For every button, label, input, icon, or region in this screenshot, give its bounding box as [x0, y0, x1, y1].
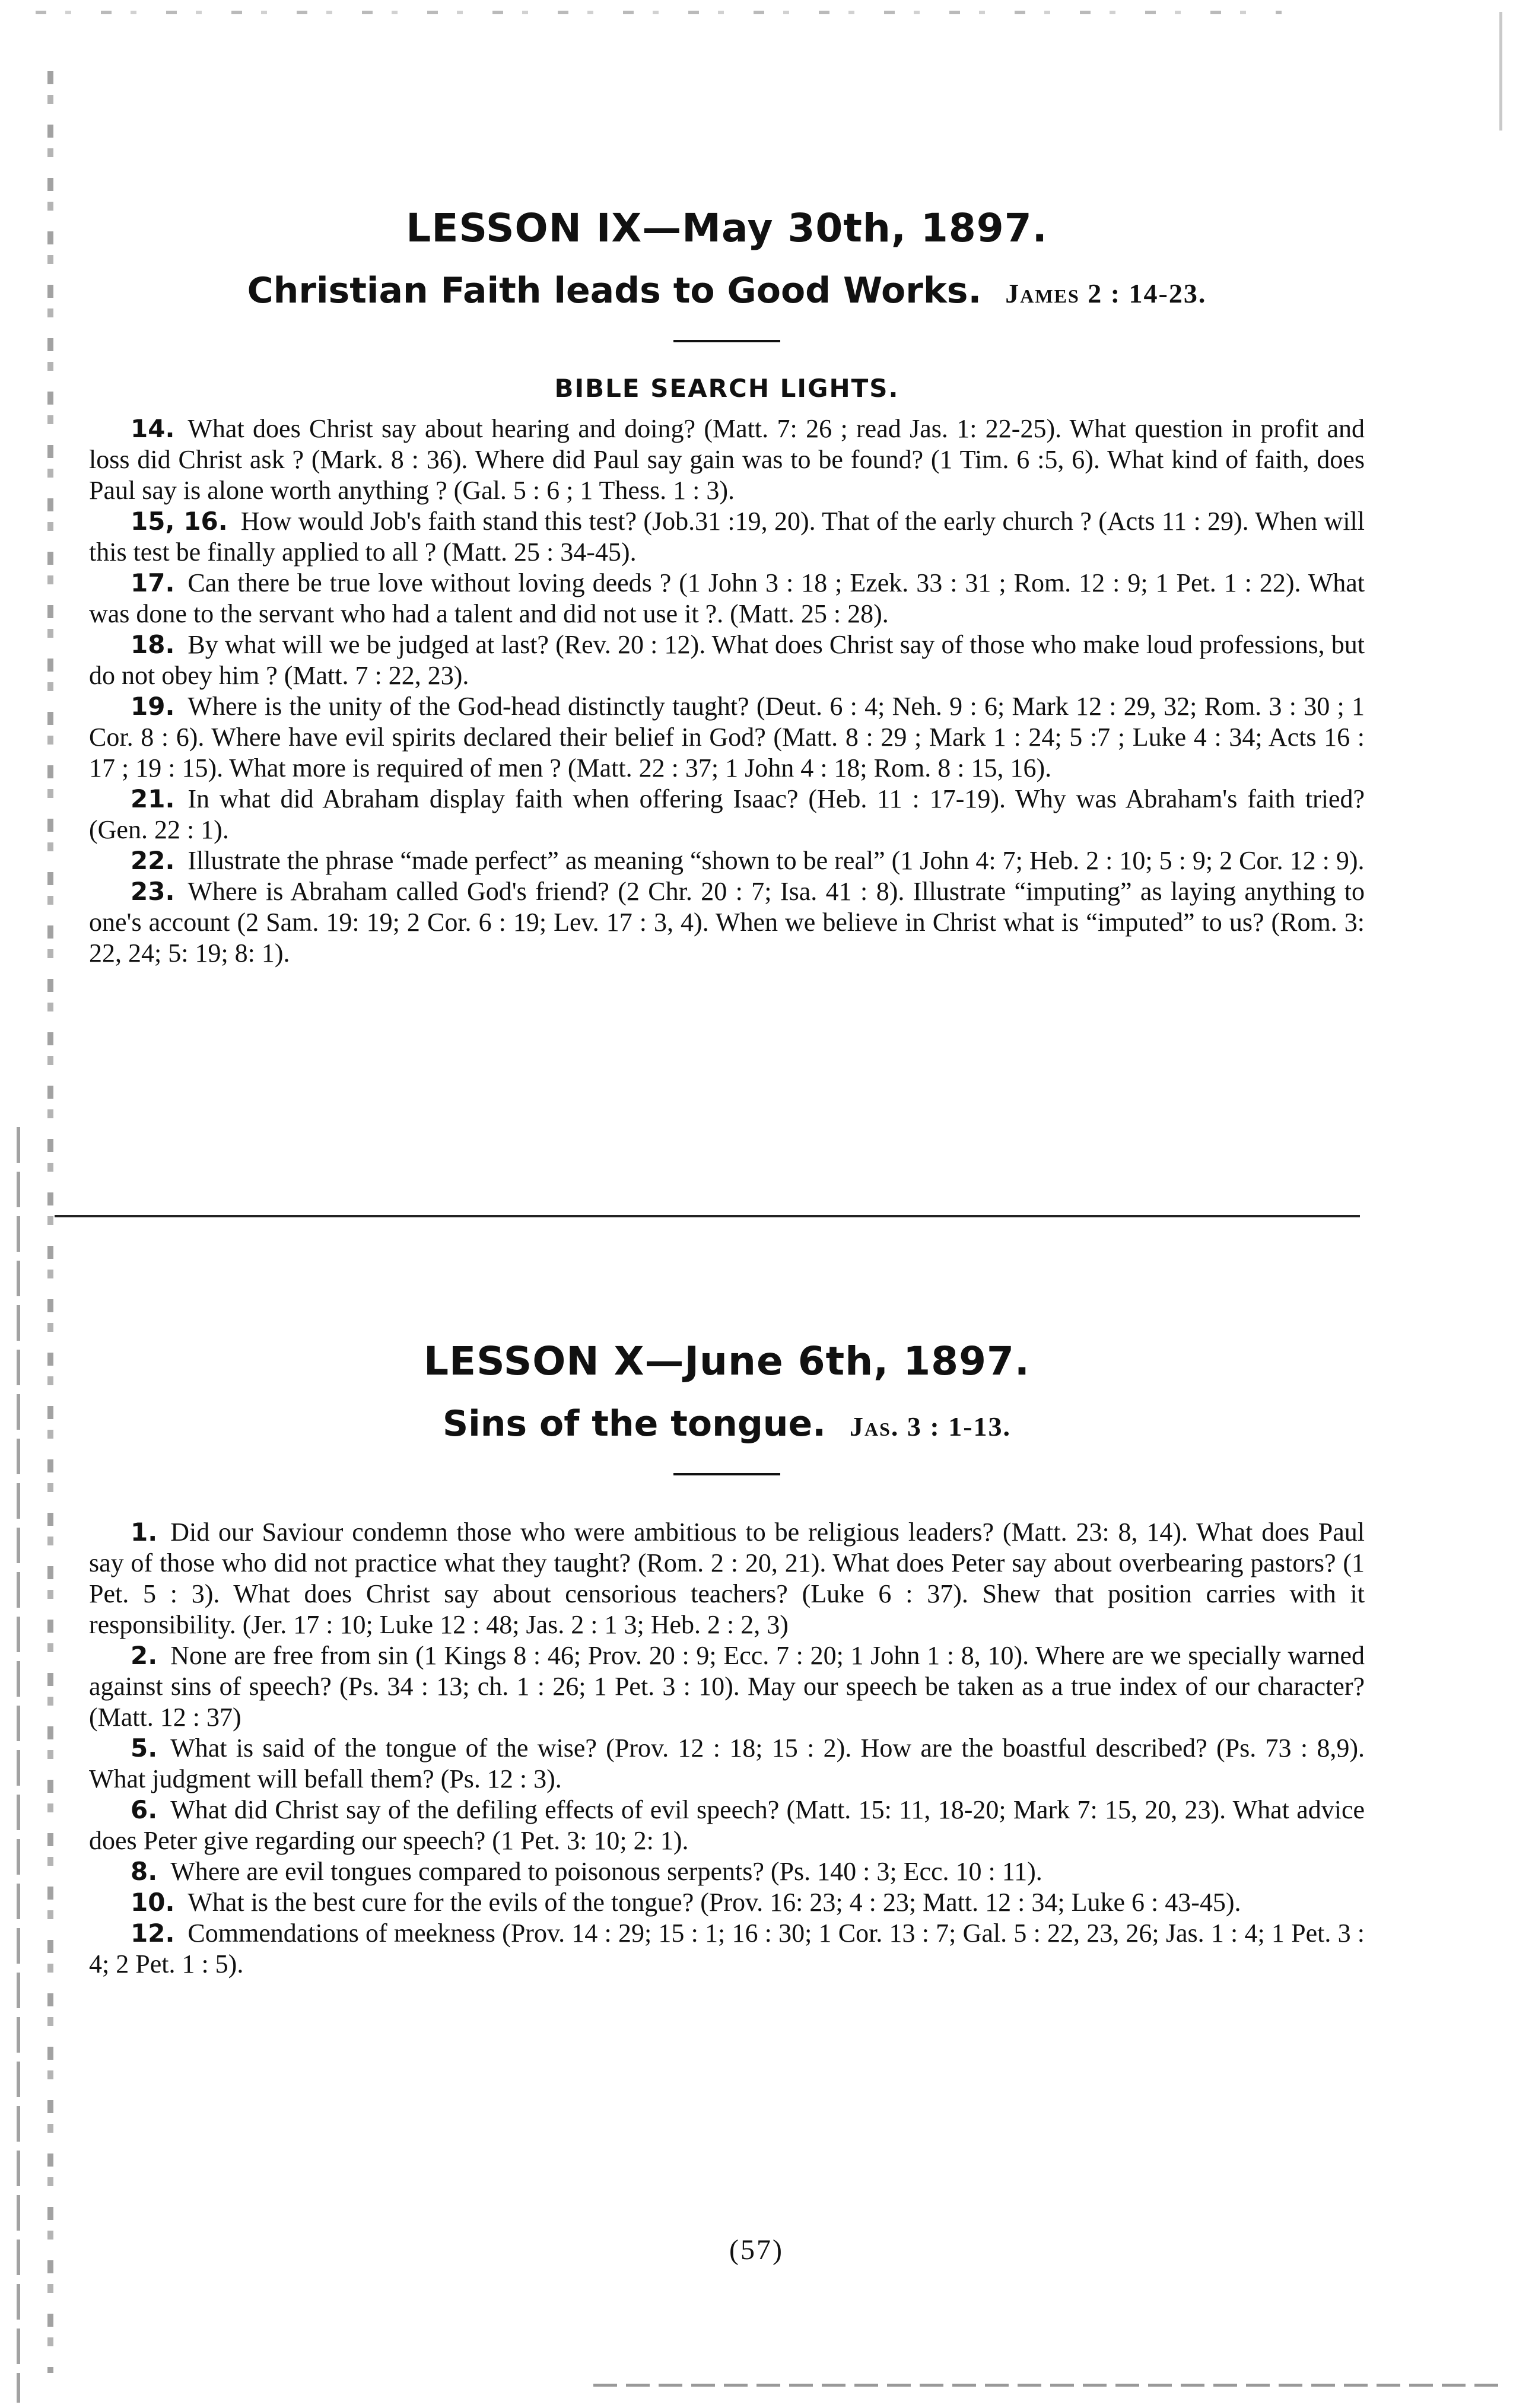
verse-number: 18. — [131, 630, 175, 659]
scan-edge-top — [36, 11, 1282, 14]
verse-number: 8. — [131, 1857, 158, 1886]
question-paragraph — [89, 568, 1365, 629]
lesson-topic: Sins of the tongue. — [442, 1403, 826, 1445]
page-number: (57) — [729, 2234, 784, 2266]
divider — [673, 340, 780, 342]
scan-edge-bottom — [593, 2384, 1501, 2387]
paragraph-text: What is said of the tongue of the wise? (Prov. 12 : 18; 15 : 2). How are the boastful described? (Ps. 73 : 8,9). What judgment will befall them? (Ps. 12 : 3). — [89, 1733, 1365, 1793]
paragraph-text: None are free from sin (1 Kings 8 : 46; Prov. 20 : 9; Ecc. 7 : 20; 1 John 1 : 8, 10). Where are we specially warned against sins of speech? (Ps. 34 : 13; ch. 1 : 26; 1 Pet. 3 : 10). May our speech be taken as a true index of our character? (Matt. 12 : 37) — [89, 1641, 1365, 1732]
paragraph-list — [89, 1517, 1365, 1980]
verse-number: 17. — [131, 568, 175, 597]
question-paragraph — [89, 691, 1365, 784]
lesson-x — [89, 1335, 1365, 1980]
lesson-subtitle — [89, 266, 1365, 319]
question-paragraph — [89, 1640, 1365, 1733]
scan-edge-right — [1499, 12, 1502, 131]
verse-number: 2. — [131, 1641, 158, 1670]
paragraph-text: Where are evil tongues compared to poisonous serpents? (Ps. 140 : 3; Ecc. 10 : 11). — [170, 1857, 1042, 1886]
scan-edge-left — [47, 71, 53, 2373]
lesson-ix — [89, 202, 1365, 969]
paragraph-text: What did Christ say of the defiling effects of evil speech? (Matt. 15: 11, 18-20; Mark 7: 15, 20, 23). What advice does Peter give regarding our speech? (1 Pet. 3: 10; 2: 1). — [89, 1795, 1365, 1855]
paragraph-text: Illustrate the phrase “made perfect” as meaning “shown to be real” (1 John 4: 7; Heb. 2 : 10; 5 : 9; 2 Cor. 12 : 9). — [187, 846, 1365, 875]
question-paragraph — [89, 1733, 1365, 1795]
paragraph-text: Commendations of meekness (Prov. 14 : 29; 15 : 1; 16 : 30; 1 Cor. 13 : 7; Gal. 5 : 22, 23, 26; Jas. 1 : 4; 1 Pet. 3 : 4; 2 Pet. 1 : 5). — [89, 1919, 1365, 1978]
paragraph-text: Can there be true love without loving deeds ? (1 John 3 : 18 ; Ezek. 33 : 31 ; Rom. 12 : 9; 1 Pet. 1 : 22). What was done to the servant who had a talent and did not use it ?. (Matt. 25 : 28). — [89, 568, 1365, 628]
lesson-topic: Christian Faith leads to Good Works. — [247, 270, 982, 311]
question-paragraph — [89, 1887, 1365, 1918]
paragraph-text: What does Christ say about hearing and doing? (Matt. 7: 26 ; read Jas. 1: 22-25). What question in profit and loss did Christ ask ? (Mark. 8 : 36). Where did Paul say gain was to be found? (1 Tim. 6 :5, 6). What kind of faith, does Paul say is alone worth anything ? (Gal. 5 : 6 ; 1 Thess. 1 : 3). — [89, 414, 1365, 505]
verse-number: 15, 16. — [131, 507, 228, 536]
verse-number: 5. — [131, 1733, 158, 1763]
verse-number: 21. — [131, 784, 175, 813]
paragraph-text: What is the best cure for the evils of the tongue? (Prov. 16: 23; 4 : 23; Matt. 12 : 34; Luke 6 : 43-45). — [187, 1888, 1241, 1917]
question-paragraph — [89, 1856, 1365, 1887]
lesson-title: LESSON X—June 6th, 1897. — [424, 1338, 1030, 1384]
verse-number: 12. — [131, 1919, 175, 1948]
question-paragraph — [89, 876, 1365, 969]
scan-edge-left-lower — [17, 1127, 20, 2403]
verse-number: 6. — [131, 1795, 158, 1824]
section-divider — [55, 1215, 1360, 1217]
divider — [673, 1473, 780, 1475]
paragraph-text: Did our Saviour condemn those who were ambitious to be religious leaders? (Matt. 23: 8, 14). What does Paul say of those who did not practice what they taught? (Rom. 2 : 20, 21). What does Peter say about overbearing pastors? (1 Pet. 5 : 3). What does Christ say about censorious teachers? (Luke 6 : 37). Shew that position carries with it responsibility. (Jer. 17 : 10; Luke 12 : 48; Jas. 2 : 1 3; Heb. 2 : 2, 3) — [89, 1518, 1365, 1639]
verse-number: 23. — [131, 877, 175, 906]
question-paragraph — [89, 784, 1365, 845]
question-paragraph — [89, 629, 1365, 691]
verse-number: 22. — [131, 846, 175, 875]
question-paragraph — [89, 1918, 1365, 1980]
lesson-title: LESSON IX—May 30th, 1897. — [406, 205, 1048, 251]
section-heading: BIBLE SEARCH LIGHTS. — [554, 374, 899, 403]
paragraph-text: In what did Abraham display faith when offering Isaac? (Heb. 11 : 17-19). Why was Abraham's faith tried? (Gen. 22 : 1). — [89, 784, 1365, 844]
question-paragraph — [89, 1517, 1365, 1640]
verse-number: 10. — [131, 1888, 175, 1917]
question-paragraph — [89, 845, 1365, 876]
scripture-reference: Jas. 3 : 1-13. — [850, 1411, 1012, 1442]
question-paragraph — [89, 506, 1365, 568]
verse-number: 19. — [131, 692, 175, 721]
question-paragraph — [89, 1795, 1365, 1856]
paragraph-text: Where is the unity of the God-head distinctly taught? (Deut. 6 : 4; Neh. 9 : 6; Mark 12 : 29, 32; Rom. 3 : 30 ; 1 Cor. 8 : 6). Where have evil spirits declared their belief in God? (Matt. 8 : 29 ; Mark 1 : 24; 5 :7 ; Luke 4 : 34; Acts 16 : 17 ; 19 : 15). What more is required of men ? (Matt. 22 : 37; 1 John 4 : 18; Rom. 8 : 15, 16). — [89, 692, 1365, 782]
verse-number: 14. — [131, 414, 175, 443]
question-paragraph — [89, 413, 1365, 506]
paragraph-text: By what will we be judged at last? (Rev. 20 : 12). What does Christ say of those who make loud professions, but do not obey him ? (Matt. 7 : 22, 23). — [89, 630, 1365, 690]
verse-number: 1. — [131, 1518, 158, 1547]
paragraph-list — [89, 413, 1365, 969]
paragraph-text: How would Job's faith stand this test? (Job.31 :19, 20). That of the early church ? (Acts 11 : 29). When will this test be finally applied to all ? (Matt. 25 : 34-45). — [89, 507, 1365, 567]
scripture-reference: James 2 : 14-23. — [1005, 278, 1207, 308]
paragraph-text: Where is Abraham called God's friend? (2 Chr. 20 : 7; Isa. 41 : 8). Illustrate “imputing” as laying anything to one's account (2 Sam. 19: 19; 2 Cor. 6 : 19; Lev. 17 : 3, 4). When we believe in Christ what is “imputed” to us? (Rom. 3: 22, 24; 5: 19; 8: 1). — [89, 877, 1365, 968]
lesson-subtitle — [89, 1399, 1365, 1452]
